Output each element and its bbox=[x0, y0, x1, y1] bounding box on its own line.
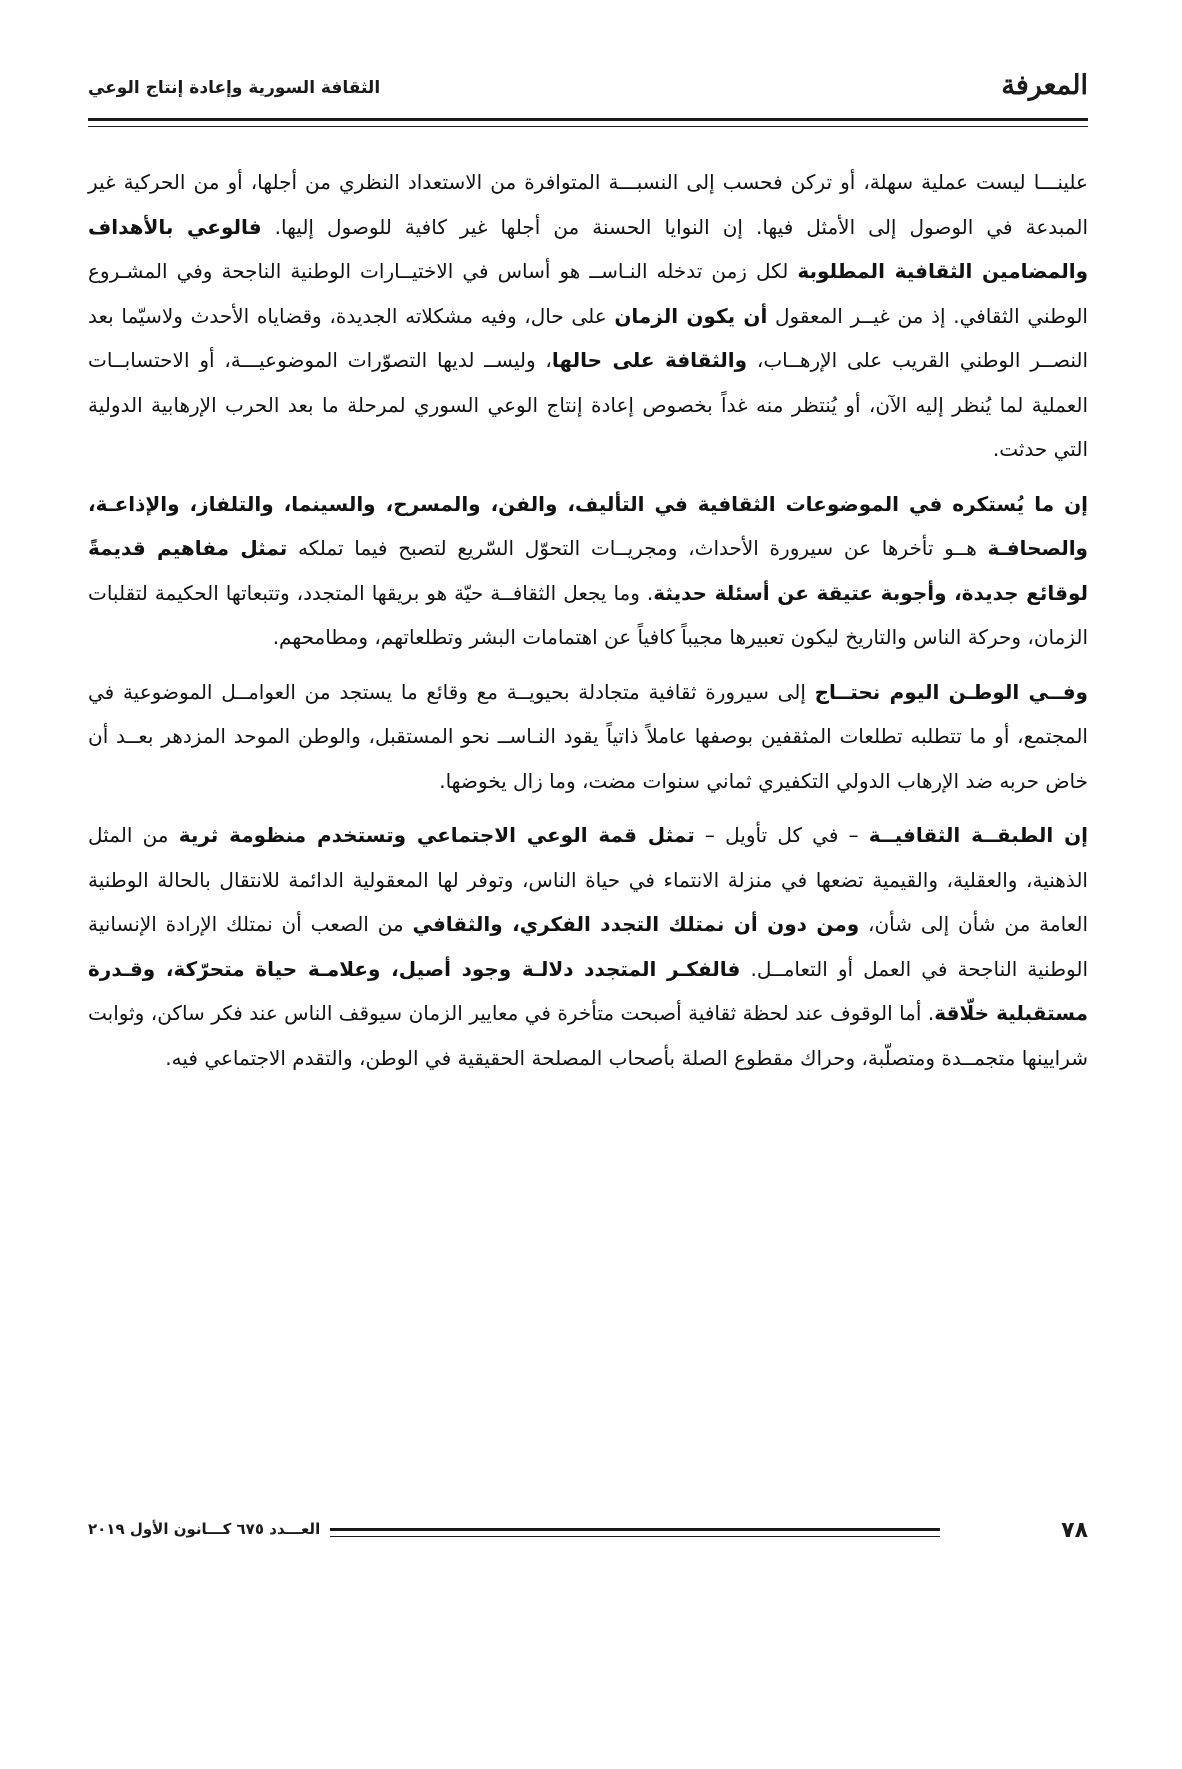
bold-text-run: ومن دون أن نمتلك التجدد الفكري، والثقافي bbox=[412, 912, 860, 936]
paragraph bbox=[88, 160, 1088, 472]
bold-text-run: والثقافة على حالها bbox=[551, 348, 748, 372]
text-run: . أما الوقوف عند لحظة ثقافية أصبحت متأخرة في معايير الزمان سيوقف الناس عند فكر ساكن، وثوابت شرايينها متجمــدة ومتصلّبة، وحراك مقطوع الصلة بأصحاب المصلحة الحقيقية في الوطن، والتقدم الاجتماعي فيه. bbox=[88, 1001, 1088, 1070]
text-run: من المثل الذهنية، والعقلية، والقيمية تضعها في منزلة الانتماء في حياة الناس، وتوفر لها المعقولية الدائمة للانتقال بالحالة الوطنية العامة من شأن إلى شأن، bbox=[88, 823, 1088, 936]
bold-text-run: فالفكـر المتجدد دلالـة وجود أصيل، وعلامـة حياة متحرّكة، وقـدرة مستقبلية خلّاقة bbox=[88, 956, 1089, 1025]
bold-text-run: إن ما يُستكره في الموضوعات الثقافية في التأليف، والفن، والمسرح، والسينما، والتلفاز، والإذاعـة، والصحافـة bbox=[88, 491, 1088, 560]
article-body bbox=[88, 160, 1088, 1090]
bold-text-run: تمثل مفاهيم قديمةً لوقائع جديدة، وأجوبة عتيقة عن أسئلة حديثة bbox=[88, 536, 1088, 605]
text-run: هــو تأخرها عن سيرورة الأحداث، ومجريــات التحوّل السّريع لتصبح فيما تملكه bbox=[287, 536, 988, 560]
text-run: لكل زمن تدخله النـاســ هو أساس في الاختيــارات الوطنية الناجحة وفي المشـروع الوطني الثقافي. إذ من غيــر المعقول bbox=[88, 259, 1088, 328]
text-run: . وما يجعل الثقافــة حيّة هو بريقها المتجدد، وتتبعاتها الحكيمة لتقلبات الزمان، وحركة الناس والتاريخ ليكون تعبيرها مجيباً كافياً عن اهتمامات البشر وتطلعاتهم، ومطامحهم. bbox=[88, 580, 1088, 649]
header-divider bbox=[88, 118, 1088, 127]
bold-text-run: أن يكون الزمان bbox=[614, 303, 768, 328]
page-footer bbox=[88, 1518, 1088, 1548]
text-run: ، وليســ لديها التصوّرات الموضوعيـــة، أو الاحتسابــات العملية لما يُنظر إليه الآن، أو يُنتظر منه غداً بخصوص إعادة إنتاج الوعي السوري لمرحلة ما بعد الحرب الإرهابية الدولية التي حدثت. bbox=[88, 348, 1088, 461]
bold-text-run: وفــي الوطـن اليوم نحتــاج bbox=[814, 679, 1088, 704]
footer-divider bbox=[330, 1528, 940, 1537]
issue-label: العـــدد ٦٧٥ كـــانون الأول ٢٠١٩ bbox=[88, 1520, 321, 1538]
text-run: من الصعب أن نمتلك الإرادة الإنسانية الوطنية الناجحة في العمل أو التعامــل. bbox=[88, 912, 1088, 981]
paragraph bbox=[88, 482, 1088, 660]
bold-text-run: إن الطبقــة الثقافيــة bbox=[868, 823, 1089, 847]
bold-text-run: فالوعي بالأهداف والمضامين الثقافية المطلوبة bbox=[88, 214, 1089, 283]
magazine-logo: المعرفة bbox=[1001, 70, 1088, 101]
page-header bbox=[88, 70, 1088, 110]
paragraph bbox=[88, 670, 1088, 804]
running-title: الثقافة السورية وإعادة إنتاج الوعي bbox=[88, 78, 381, 98]
text-run: علينـــا ليست عملية سهلة، أو تركن فحسب إلى النسبـــة المتوافرة من الاستعداد النظري من أجلها، أو من الحركية غير المبدعة في الوصول إلى الأمثل فيها. إن النوايا الحسنة من أجلها غير كافية للوصول إليها. bbox=[88, 170, 1089, 239]
bold-text-run: تمثل قمة الوعي الاجتماعي وتستخدم منظومة ثرية bbox=[178, 823, 695, 847]
page-number: ٧٨ bbox=[1061, 1518, 1088, 1543]
text-run: – في كل تأويل – bbox=[694, 823, 869, 847]
paragraph bbox=[88, 813, 1088, 1080]
text-run: على حال، وفيه مشكلاته الجديدة، وقضاياه الأحدث ولاسيّما بعد النصــر الوطني القريب على الإرهــاب، bbox=[88, 303, 1089, 372]
text-run: إلى سيرورة ثقافية متجادلة بحيويــة مع وقائع ما يستجد من العوامــل الموضوعية في المجتمع، أو ما تتطلبه تطلعات المثقفين بوصفها عاملاً ذاتياً يقود النـاســ نحو المستقبل، والوطن الموحد المزدهر بعــد أن خاض حربه ضد الإرهاب الدولي التكفيري ثماني سنوات مضت، وما زال يخوضها. bbox=[88, 679, 1088, 793]
